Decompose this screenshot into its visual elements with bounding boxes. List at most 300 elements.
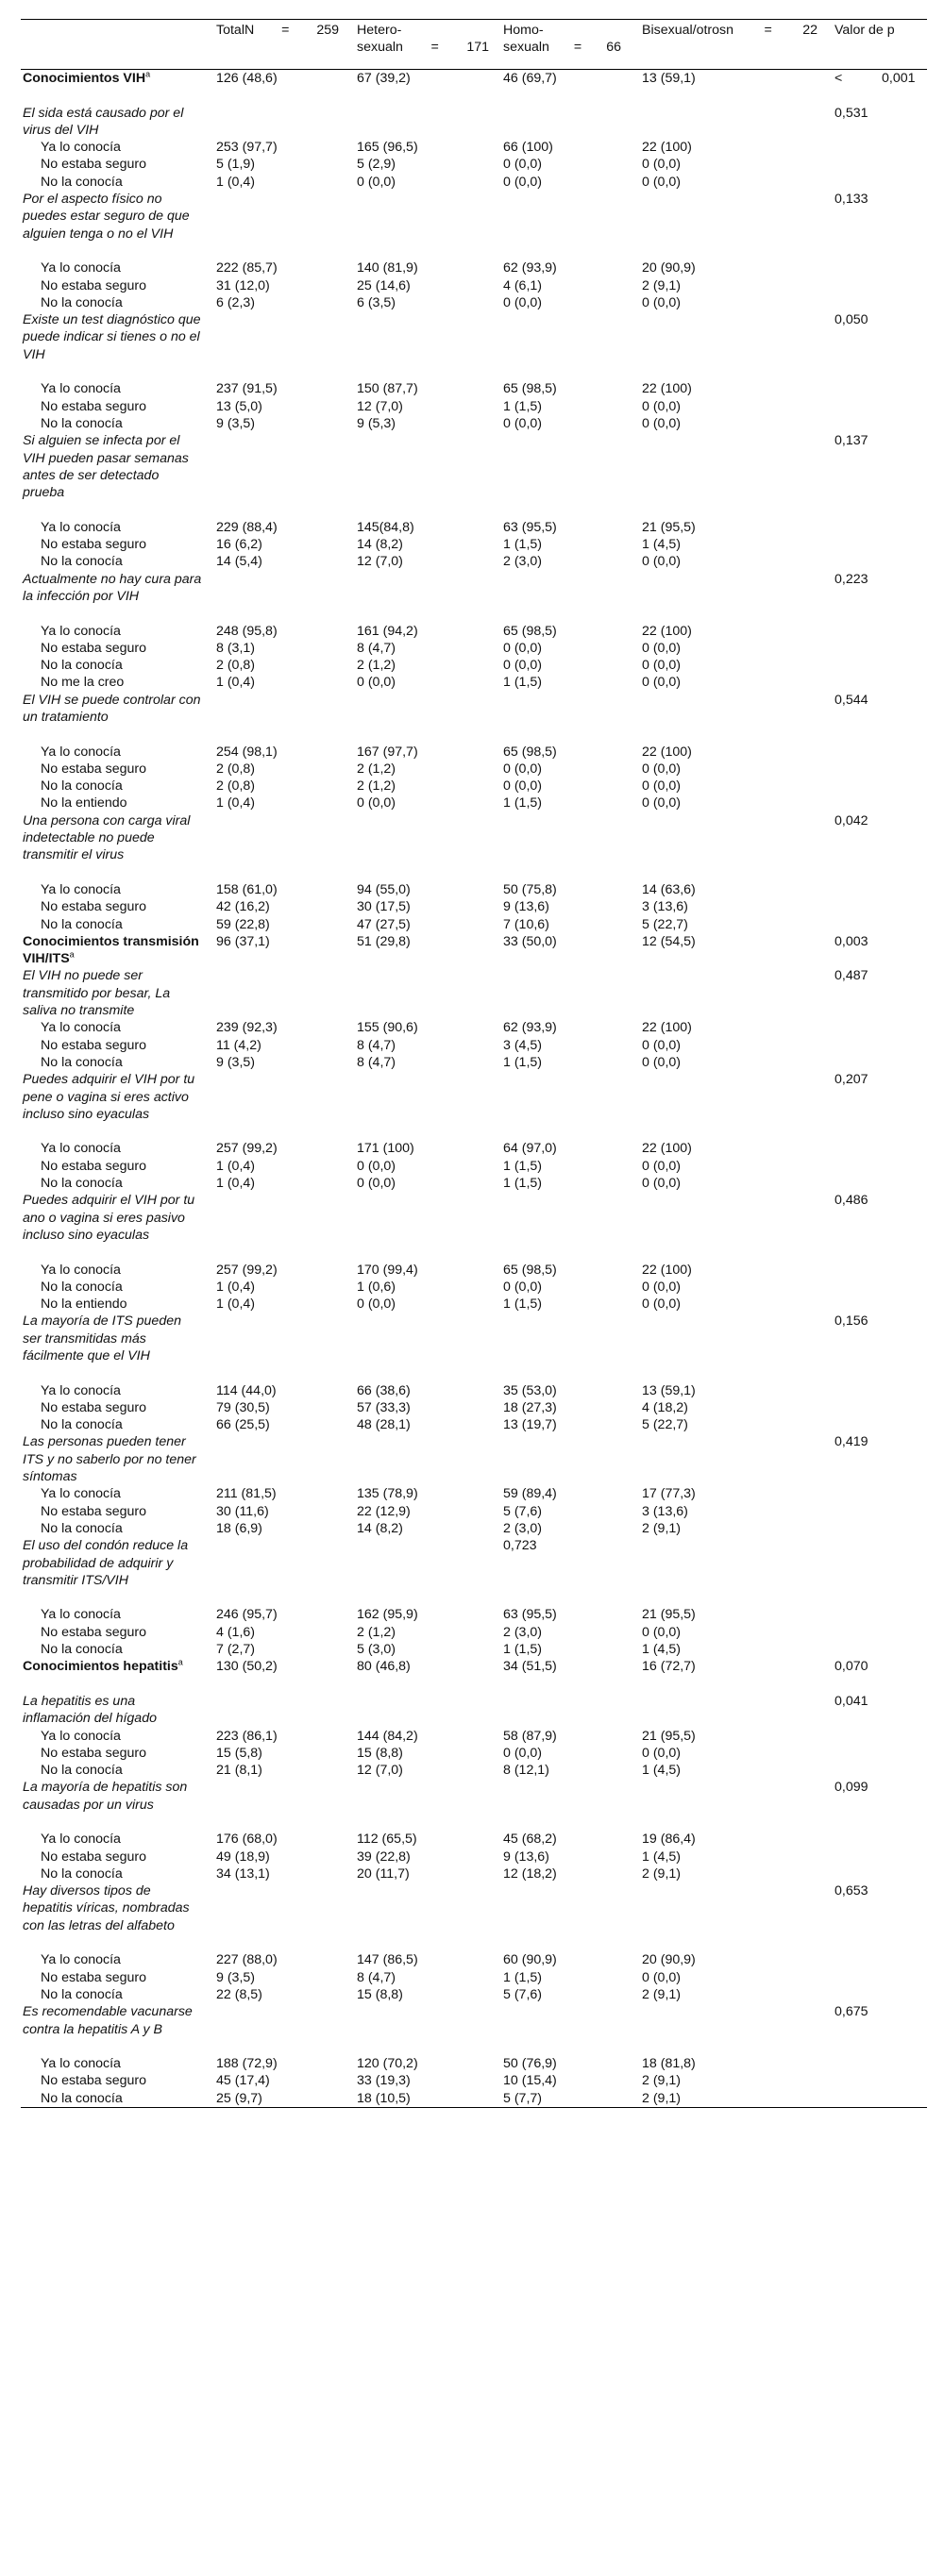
cell-value: 0 (0,0) — [642, 1279, 682, 1295]
answer-label: Ya lo conocía — [41, 260, 121, 276]
cell-value: 66 (100) — [503, 140, 553, 156]
cell-value: 48 (28,1) — [357, 1417, 411, 1433]
cell-value: 0 (0,0) — [642, 157, 682, 173]
cell-value: 150 (87,7) — [357, 381, 418, 397]
cell-value: 9 (3,5) — [216, 1969, 256, 1985]
answer-label: No estaba seguro — [41, 1037, 146, 1053]
question-row — [21, 1882, 927, 1951]
section-title — [23, 933, 202, 968]
cell-value: 227 (88,0) — [216, 1952, 278, 1968]
cell-value: 18 (6,9) — [216, 1520, 262, 1536]
answer-row — [21, 536, 927, 553]
question-row — [21, 1537, 927, 1606]
cell-value: 12 (7,0) — [357, 398, 403, 414]
cell-value: 12 (18,2) — [503, 1865, 557, 1882]
answer-row — [21, 1416, 927, 1433]
answer-label: No la conocía — [41, 174, 123, 190]
header-homo-line2: sexualn — [503, 40, 549, 55]
cell-value: 5 (7,6) — [503, 1503, 543, 1519]
question-row — [21, 692, 927, 744]
cell-value: 4 (6,1) — [503, 277, 543, 293]
cell-value: 30 (11,6) — [216, 1503, 269, 1519]
cell-value: 22 (100) — [642, 140, 692, 156]
cell-value: 13 (5,0) — [216, 398, 262, 414]
cell-value: 0 (0,0) — [503, 174, 543, 190]
question-text: Por el aspecto físico no puedes estar seguro de que alguien tenga o no el VIH — [23, 192, 190, 242]
cell-value: 11 (4,2) — [216, 1037, 261, 1053]
cell-value: 254 (98,1) — [216, 744, 278, 760]
answer-label: No la conocía — [41, 658, 123, 674]
answer-row — [21, 1762, 927, 1779]
answer-label: No estaba seguro — [41, 398, 146, 414]
answer-row — [21, 1503, 927, 1520]
answer-row — [21, 1951, 927, 1968]
answer-row — [21, 156, 927, 173]
cell-value: 21 (95,5) — [642, 519, 696, 535]
cell-value: 1 (1,5) — [503, 1054, 543, 1070]
cell-value: 96 (37,1) — [216, 933, 270, 949]
cell-value: 31 (12,0) — [216, 277, 270, 293]
cell-value: 1 (0,4) — [216, 795, 256, 811]
cell-value: 0 (0,0) — [642, 1969, 682, 1985]
cell-value: 253 (97,7) — [216, 140, 278, 156]
cell-value: 16 (72,7) — [642, 1659, 696, 1675]
cell-value: 45 (17,4) — [216, 2073, 270, 2089]
cell-value: 0 (0,0) — [642, 554, 682, 570]
answer-label: No estaba seguro — [41, 899, 146, 915]
question-text: Las personas pueden tener ITS y no saberlo por no tener síntomas — [23, 1434, 196, 1485]
table-header — [21, 19, 927, 70]
header-hetero-n: 171 — [466, 40, 489, 55]
cell-value: 66 (38,6) — [357, 1382, 411, 1398]
question-pvalue: 0,544 — [834, 692, 868, 708]
answer-row — [21, 1175, 927, 1192]
cell-value: 14 (8,2) — [357, 1520, 403, 1536]
answer-label: No estaba seguro — [41, 1624, 146, 1640]
cell-value: 1 (0,4) — [216, 675, 256, 691]
cell-value: 0 (0,0) — [642, 1037, 682, 1053]
cell-value: 5 (22,7) — [642, 916, 688, 932]
cell-value: 0 (0,0) — [357, 675, 396, 691]
cell-value: 18 (27,3) — [503, 1399, 557, 1415]
cell-value: 2 (9,1) — [642, 1520, 682, 1536]
cell-value: 0 (0,0) — [503, 1745, 543, 1761]
question-text: El uso del condón reduce la probabilidad de adquirir y transmitir ITS/VIH — [23, 1538, 189, 1588]
cell-value: 2 (9,1) — [642, 1986, 682, 2002]
cell-value: 8 (3,1) — [216, 640, 256, 656]
answer-label: No la conocía — [41, 1417, 123, 1433]
cell-value: 57 (33,3) — [357, 1399, 411, 1415]
header-homo-line1: Homo- — [503, 23, 544, 38]
answer-label: No la conocía — [41, 554, 123, 570]
question-text: La mayoría de ITS pueden ser transmitidas más fácilmente que el VIH — [23, 1313, 181, 1363]
cell-value: 5 (3,0) — [357, 1642, 396, 1658]
cell-value: 2 (3,0) — [503, 1520, 543, 1536]
cell-value: 162 (95,9) — [357, 1607, 418, 1623]
answer-label: No estaba seguro — [41, 2073, 146, 2089]
question-row — [21, 1433, 927, 1485]
answer-row — [21, 1485, 927, 1502]
answer-label: No estaba seguro — [41, 1969, 146, 1985]
cell-value: 161 (94,2) — [357, 623, 418, 639]
cell-value: 0 (0,0) — [357, 1296, 396, 1313]
question-row — [21, 1192, 927, 1261]
cell-value: 0 (0,0) — [642, 795, 682, 811]
answer-label: No estaba seguro — [41, 1503, 146, 1519]
answer-label: No la conocía — [41, 1865, 123, 1882]
cell-value: 64 (97,0) — [503, 1141, 557, 1157]
cell-value: 0 (0,0) — [642, 778, 682, 795]
cell-value: 22 (100) — [642, 623, 692, 639]
answer-row — [21, 1606, 927, 1623]
cell-value: 67 (39,2) — [357, 71, 411, 86]
pvalue-prefix: < — [834, 71, 843, 86]
cell-value: 22 (8,5) — [216, 1986, 262, 2002]
answer-row — [21, 1054, 927, 1071]
cell-pvalue — [834, 70, 916, 87]
cell-value: 1 (1,5) — [503, 1176, 543, 1192]
answer-row — [21, 519, 927, 536]
cell-value: 1 (0,6) — [357, 1279, 396, 1295]
answer-label: Ya lo conocía — [41, 519, 121, 535]
cell-value: 1 (0,4) — [216, 174, 256, 190]
answer-label: No estaba seguro — [41, 537, 146, 553]
question-text: El sida está causado por el virus del VIH — [23, 105, 184, 138]
answer-label: No estaba seguro — [41, 1745, 146, 1761]
cell-value: 45 (68,2) — [503, 1832, 557, 1848]
cell-value: 65 (98,5) — [503, 744, 557, 760]
answer-label: Ya lo conocía — [41, 1607, 121, 1623]
question-pvalue: 0,099 — [834, 1780, 868, 1796]
answer-label: No estaba seguro — [41, 640, 146, 656]
answer-label: Ya lo conocía — [41, 140, 121, 156]
cell-value: 49 (18,9) — [216, 1848, 270, 1865]
cell-value: 20 (90,9) — [642, 1952, 696, 1968]
cell-value: 2 (1,2) — [357, 1624, 396, 1640]
answer-label: Ya lo conocía — [41, 1382, 121, 1398]
answer-label: No estaba seguro — [41, 1399, 146, 1415]
cell-value: 188 (72,9) — [216, 2056, 278, 2072]
cell-value: 33 (50,0) — [503, 933, 557, 949]
cell-value: 6 (3,5) — [357, 294, 396, 310]
answer-label: No me la creo — [41, 675, 125, 691]
section-title-footnote: a — [69, 949, 75, 960]
question-pvalue: 0,041 — [834, 1693, 868, 1709]
answer-label: Ya lo conocía — [41, 1262, 121, 1278]
question-text: Puedes adquirir el VIH por tu ano o vagina si eres pasivo incluso sino eyaculas — [23, 1193, 195, 1243]
cell-value: 10 (15,4) — [503, 2073, 557, 2089]
answer-label: No la conocía — [41, 1642, 123, 1658]
cell-value: 158 (61,0) — [216, 881, 278, 897]
header-total-n: 259 — [316, 23, 339, 38]
question-pvalue: 0,723 — [503, 1538, 537, 1554]
cell-value: 0 (0,0) — [503, 1279, 543, 1295]
cell-value: 65 (98,5) — [503, 1262, 557, 1278]
cell-value: 18 (10,5) — [357, 2090, 411, 2106]
cell-value: 94 (55,0) — [357, 881, 411, 897]
header-hetero-line1: Hetero- — [357, 23, 402, 38]
cell-value: 42 (16,2) — [216, 899, 270, 915]
header-homo-line2-row — [503, 39, 621, 56]
answer-row — [21, 1382, 927, 1399]
cell-value: 62 (93,9) — [503, 1020, 557, 1036]
cell-value: 13 (59,1) — [642, 71, 696, 86]
cell-value: 39 (22,8) — [357, 1848, 411, 1865]
cell-value: 63 (95,5) — [503, 519, 557, 535]
cell-value: 0 (0,0) — [642, 675, 682, 691]
cell-value: 13 (19,7) — [503, 1417, 557, 1433]
answer-row — [21, 674, 927, 691]
question-row — [21, 2003, 927, 2055]
cell-value: 1 (0,4) — [216, 1176, 256, 1192]
cell-value: 1 (4,5) — [642, 1642, 682, 1658]
cell-value: 144 (84,2) — [357, 1728, 418, 1744]
answer-row — [21, 2072, 927, 2089]
cell-value: 0 (0,0) — [642, 1745, 682, 1761]
cell-value: 14 (8,2) — [357, 537, 403, 553]
cell-value: 0 (0,0) — [503, 761, 543, 777]
answer-label: No la entiendo — [41, 1296, 127, 1313]
cell-value: 7 (2,7) — [216, 1642, 256, 1658]
cell-value: 2 (0,8) — [216, 778, 256, 795]
question-pvalue: 0,137 — [834, 433, 868, 449]
cell-value: 35 (53,0) — [503, 1382, 557, 1398]
cell-value: 0 (0,0) — [642, 1158, 682, 1174]
cell-value: 22 (100) — [642, 744, 692, 760]
cell-value: 248 (95,8) — [216, 623, 278, 639]
cell-value: 176 (68,0) — [216, 1832, 278, 1848]
question-text: Hay diversos tipos de hepatitis víricas, nombradas con las letras del alfabeto — [23, 1883, 190, 1933]
answer-label: Ya lo conocía — [41, 881, 121, 897]
question-text: El VIH se puede controlar con un tratamiento — [23, 692, 201, 725]
cell-value: 16 (6,2) — [216, 537, 262, 553]
cell-value: 6 (2,3) — [216, 294, 256, 310]
section-title-footnote: a — [145, 69, 151, 79]
answer-row — [21, 174, 927, 191]
answer-row — [21, 1641, 927, 1658]
cell-value: 22 (12,9) — [357, 1503, 411, 1519]
cell-value: 130 (50,2) — [216, 1659, 278, 1675]
header-homo — [503, 22, 621, 56]
answer-row — [21, 1745, 927, 1762]
header-hetero-eq: = — [430, 40, 439, 55]
answer-row — [21, 744, 927, 761]
answer-label: No la conocía — [41, 415, 123, 431]
answer-label: Ya lo conocía — [41, 623, 121, 639]
cell-value: 47 (27,5) — [357, 916, 411, 932]
cell-value: 13 (59,1) — [642, 1382, 696, 1398]
answer-label: Ya lo conocía — [41, 1952, 121, 1968]
cell-value: 0 (0,0) — [642, 415, 682, 431]
cell-value: 7 (10,6) — [503, 916, 549, 932]
cell-value: 0 (0,0) — [503, 778, 543, 795]
answer-row — [21, 380, 927, 397]
cell-value: 0 (0,0) — [503, 658, 543, 674]
header-bisexual — [642, 22, 818, 39]
answer-row — [21, 2055, 927, 2072]
cell-value: 46 (69,7) — [503, 71, 557, 86]
cell-pvalue: 0,003 — [834, 933, 868, 949]
cell-value: 2 (9,1) — [642, 2073, 682, 2089]
cell-value: 18 (81,8) — [642, 2056, 696, 2072]
cell-value: 79 (30,5) — [216, 1399, 270, 1415]
answer-label: No la conocía — [41, 1986, 123, 2002]
answer-row — [21, 623, 927, 640]
cell-value: 229 (88,4) — [216, 519, 278, 535]
question-pvalue: 0,133 — [834, 192, 868, 208]
answer-row — [21, 1865, 927, 1882]
answer-label: Ya lo conocía — [41, 1486, 121, 1502]
answer-row — [21, 657, 927, 674]
cell-value: 2 (1,2) — [357, 761, 396, 777]
cell-value: 1 (4,5) — [642, 537, 682, 553]
cell-pvalue: 0,070 — [834, 1659, 868, 1675]
answer-label: No estaba seguro — [41, 277, 146, 293]
cell-value: 0 (0,0) — [357, 1176, 396, 1192]
cell-value: 3 (4,5) — [503, 1037, 543, 1053]
cell-value: 5 (22,7) — [642, 1417, 688, 1433]
knowledge-table — [21, 19, 927, 2108]
cell-value: 9 (13,6) — [503, 1848, 549, 1865]
cell-value: 2 (1,2) — [357, 658, 396, 674]
answer-label: No la conocía — [41, 916, 123, 932]
question-pvalue: 0,486 — [834, 1193, 868, 1209]
question-text: Una persona con carga viral indetectable no puede transmitir el virus — [23, 812, 191, 863]
cell-value: 80 (46,8) — [357, 1659, 411, 1675]
cell-value: 114 (44,0) — [216, 1382, 277, 1398]
section-title-text: Conocimientos hepatitis — [23, 1659, 178, 1675]
question-row — [21, 1313, 927, 1381]
answer-row — [21, 2090, 927, 2108]
answer-row — [21, 277, 927, 294]
answer-row — [21, 1037, 927, 1054]
cell-value: 223 (86,1) — [216, 1728, 278, 1744]
cell-value: 60 (90,9) — [503, 1952, 557, 1968]
question-pvalue: 0,050 — [834, 312, 868, 328]
answer-row — [21, 553, 927, 570]
cell-value: 1 (1,5) — [503, 1158, 543, 1174]
question-pvalue: 0,156 — [834, 1313, 868, 1330]
answer-row — [21, 898, 927, 915]
answer-label: No estaba seguro — [41, 157, 146, 173]
answer-row — [21, 139, 927, 156]
answer-label: No estaba seguro — [41, 761, 146, 777]
cell-value: 0 (0,0) — [642, 640, 682, 656]
answer-row — [21, 1019, 927, 1036]
cell-value: 22 (100) — [642, 1020, 692, 1036]
cell-value: 145(84,8) — [357, 519, 414, 535]
cell-value: 59 (22,8) — [216, 916, 270, 932]
cell-value: 8 (4,7) — [357, 1969, 396, 1985]
cell-value: 222 (85,7) — [216, 260, 278, 276]
question-row — [21, 105, 927, 140]
question-row — [21, 1779, 927, 1831]
cell-value: 2 (9,1) — [642, 2090, 682, 2106]
cell-value: 20 (90,9) — [642, 260, 696, 276]
question-text: Si alguien se infecta por el VIH pueden pasar semanas antes de ser detectado prueba — [23, 433, 189, 501]
cell-value: 51 (29,8) — [357, 933, 411, 949]
cell-value: 5 (7,7) — [503, 2090, 543, 2106]
question-text: Puedes adquirir el VIH por tu pene o vagina si eres activo incluso sino eyaculas — [23, 1072, 195, 1122]
question-row — [21, 967, 927, 1019]
cell-value: 8 (4,7) — [357, 1037, 396, 1053]
cell-value: 20 (11,7) — [357, 1865, 410, 1882]
table-body — [21, 70, 927, 2108]
answer-label: No la conocía — [41, 1054, 123, 1070]
cell-value: 0 (0,0) — [503, 415, 543, 431]
cell-value: 21 (8,1) — [216, 1763, 262, 1779]
cell-value: 1 (1,5) — [503, 398, 543, 414]
question-row — [21, 571, 927, 623]
cell-value: 15 (8,8) — [357, 1986, 403, 2002]
cell-value: 237 (91,5) — [216, 381, 278, 397]
cell-value: 0 (0,0) — [357, 174, 396, 190]
cell-value: 1 (0,4) — [216, 1296, 256, 1313]
question-pvalue: 0,207 — [834, 1072, 868, 1088]
cell-value: 2 (3,0) — [503, 554, 543, 570]
question-text: El VIH no puede ser transmitido por besar, La saliva no transmite — [23, 968, 171, 1019]
answer-label: Ya lo conocía — [41, 1141, 121, 1157]
section-row — [21, 1658, 927, 1693]
header-bisexual-eq: = — [764, 23, 772, 38]
answer-row — [21, 1986, 927, 2003]
question-text: Es recomendable vacunarse contra la hepatitis A y B — [23, 2004, 193, 2037]
cell-value: 167 (97,7) — [357, 744, 418, 760]
answer-row — [21, 640, 927, 657]
answer-row — [21, 1140, 927, 1157]
cell-value: 25 (9,7) — [216, 2090, 262, 2106]
cell-value: 50 (76,9) — [503, 2056, 557, 2072]
answer-label: No la conocía — [41, 2090, 123, 2106]
pvalue-number: 0,001 — [882, 71, 916, 86]
answer-row — [21, 778, 927, 795]
cell-value: 0 (0,0) — [503, 294, 543, 310]
cell-value: 14 (5,4) — [216, 554, 262, 570]
header-hetero-line2: sexualn — [357, 40, 403, 55]
cell-value: 171 (100) — [357, 1141, 414, 1157]
answer-label: No la conocía — [41, 1176, 123, 1192]
cell-value: 2 (9,1) — [642, 277, 682, 293]
cell-value: 3 (13,6) — [642, 1503, 688, 1519]
question-pvalue: 0,487 — [834, 968, 868, 984]
header-homo-eq: = — [573, 40, 582, 55]
question-pvalue: 0,653 — [834, 1883, 868, 1899]
cell-value: 22 (100) — [642, 1141, 692, 1157]
cell-value: 1 (1,5) — [503, 537, 543, 553]
answer-row — [21, 1399, 927, 1416]
cell-value: 33 (19,3) — [357, 2073, 411, 2089]
header-pvalue: Valor de p — [834, 23, 895, 38]
answer-label: No estaba seguro — [41, 1158, 146, 1174]
cell-value: 1 (1,5) — [503, 675, 543, 691]
cell-value: 17 (77,3) — [642, 1486, 696, 1502]
cell-value: 0 (0,0) — [642, 398, 682, 414]
answer-row — [21, 916, 927, 933]
section-row — [21, 70, 927, 105]
cell-value: 8 (12,1) — [503, 1763, 549, 1779]
cell-value: 246 (95,7) — [216, 1607, 278, 1623]
answer-row — [21, 1728, 927, 1745]
cell-value: 12 (7,0) — [357, 1763, 403, 1779]
cell-value: 1 (0,4) — [216, 1158, 256, 1174]
question-text: Actualmente no hay cura para la infección por VIH — [23, 571, 202, 604]
question-row — [21, 812, 927, 881]
cell-value: 140 (81,9) — [357, 260, 418, 276]
cell-value: 1 (0,4) — [216, 1279, 256, 1295]
cell-value: 59 (89,4) — [503, 1486, 557, 1502]
cell-value: 1 (4,5) — [642, 1763, 682, 1779]
answer-row — [21, 881, 927, 898]
